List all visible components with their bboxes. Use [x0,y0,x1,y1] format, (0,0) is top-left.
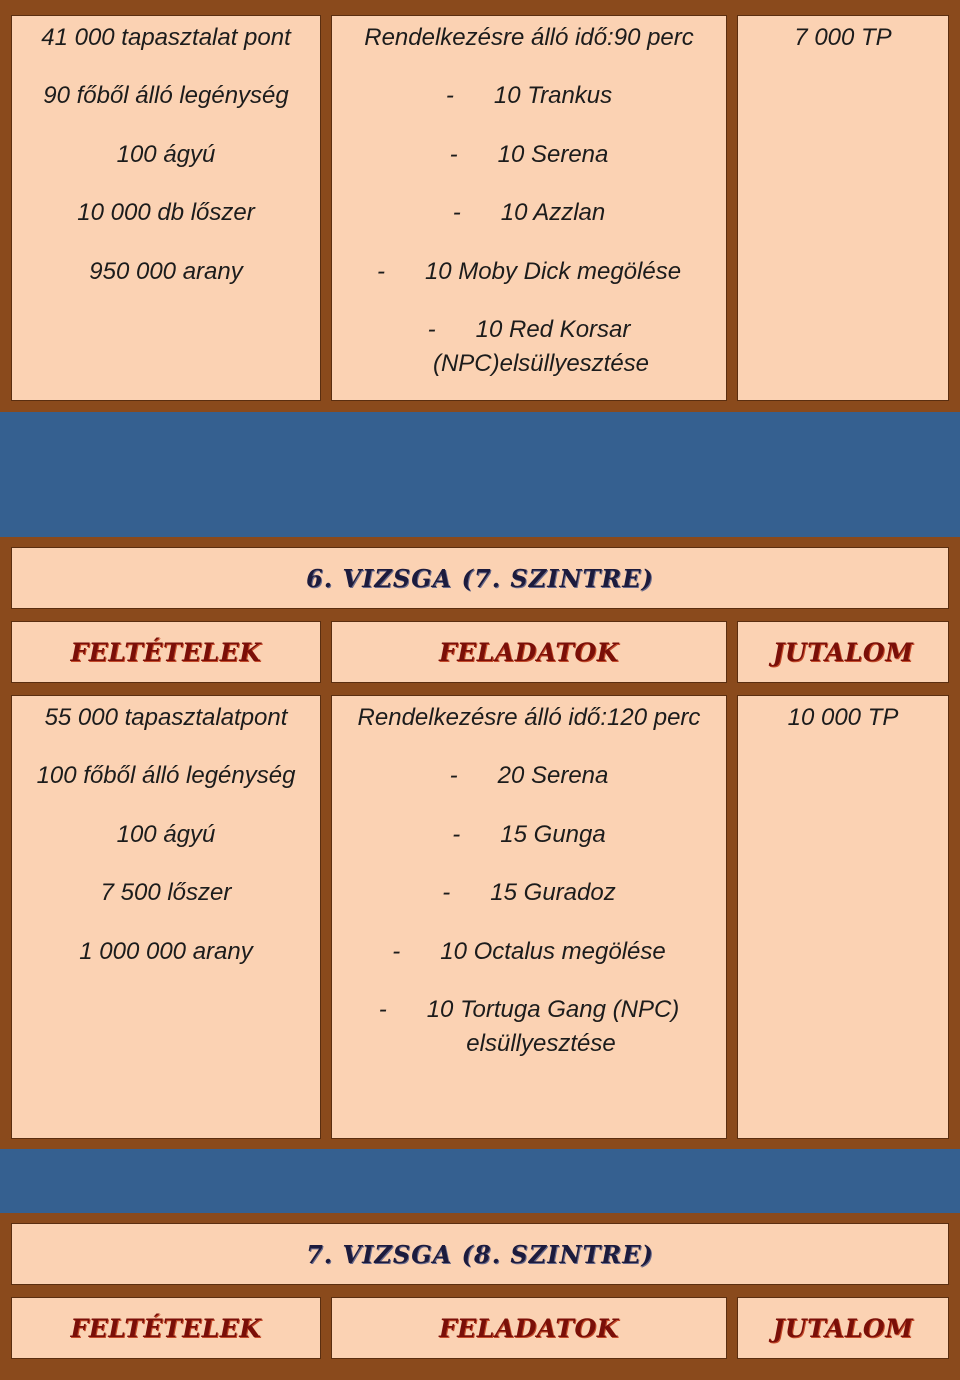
task-item-continuation: (NPC)elsüllyesztése [432,350,650,377]
task-item: - 15 Gunga [452,821,606,848]
reward-value: 7 000 TP [794,24,892,51]
exam6-title: 6. VIZSGA (7. SZINTRE) [306,563,654,593]
header-conditions: FELTÉTELEK [70,637,262,667]
task-item-continuation: elsüllyesztése [466,1030,616,1057]
exam6-header-conditions [4,614,328,690]
task-item: - 10 Moby Dick megölése [376,258,682,285]
task-item: - 10 Serena [449,141,609,168]
task-time-limit: Rendelkezésre álló idő:120 perc [357,704,701,731]
top-conditions-cell [4,8,328,408]
task-item: - 10 Tortuga Gang (NPC) [378,996,680,1023]
header-tasks: FELADATOK [438,1313,620,1343]
exam6-reward-cell [730,688,956,1146]
exam7-title-cell [4,1216,956,1292]
condition-item: 100 ágyú [116,821,216,848]
exam6-tasks-cell [324,688,734,1146]
exam6-header-tasks [324,614,734,690]
condition-item: 90 főből álló legénység [43,82,289,109]
condition-item: 100 főből álló legénység [36,762,296,789]
exam7-header-conditions [4,1290,328,1366]
top-reward-cell [730,8,956,408]
condition-item: 10 000 db lőszer [77,199,255,226]
task-time-limit: Rendelkezésre álló idő:90 perc [364,24,694,51]
task-item: - 10 Trankus [445,82,613,109]
exam7-title: 7. VIZSGA (8. SZINTRE) [306,1239,654,1269]
task-item: - 15 Guradoz [442,879,616,906]
header-reward: JUTALOM [772,1313,914,1343]
condition-item: 7 500 lőszer [100,879,232,906]
task-item: - 10 Octalus megölése [392,938,666,965]
header-conditions: FELTÉTELEK [70,1313,262,1343]
header-tasks: FELADATOK [438,637,620,667]
exam6-header-reward [730,614,956,690]
reward-value: 10 000 TP [787,704,899,731]
task-item: - 20 Serena [449,762,609,789]
exam6-title-cell [4,540,956,616]
exam7-header-tasks [324,1290,734,1366]
condition-item: 41 000 tapasztalat pont [41,24,291,51]
header-reward: JUTALOM [772,637,914,667]
task-item: - 10 Red Korsar [427,316,631,343]
condition-item: 950 000 arany [89,258,243,285]
exam7-header-reward [730,1290,956,1366]
task-item: - 10 Azzlan [452,199,606,226]
condition-item: 100 ágyú [116,141,216,168]
top-tasks-cell [324,8,734,408]
condition-item: 1 000 000 arany [79,938,253,965]
exam6-conditions-cell [4,688,328,1146]
condition-item: 55 000 tapasztalatpont [44,704,288,731]
